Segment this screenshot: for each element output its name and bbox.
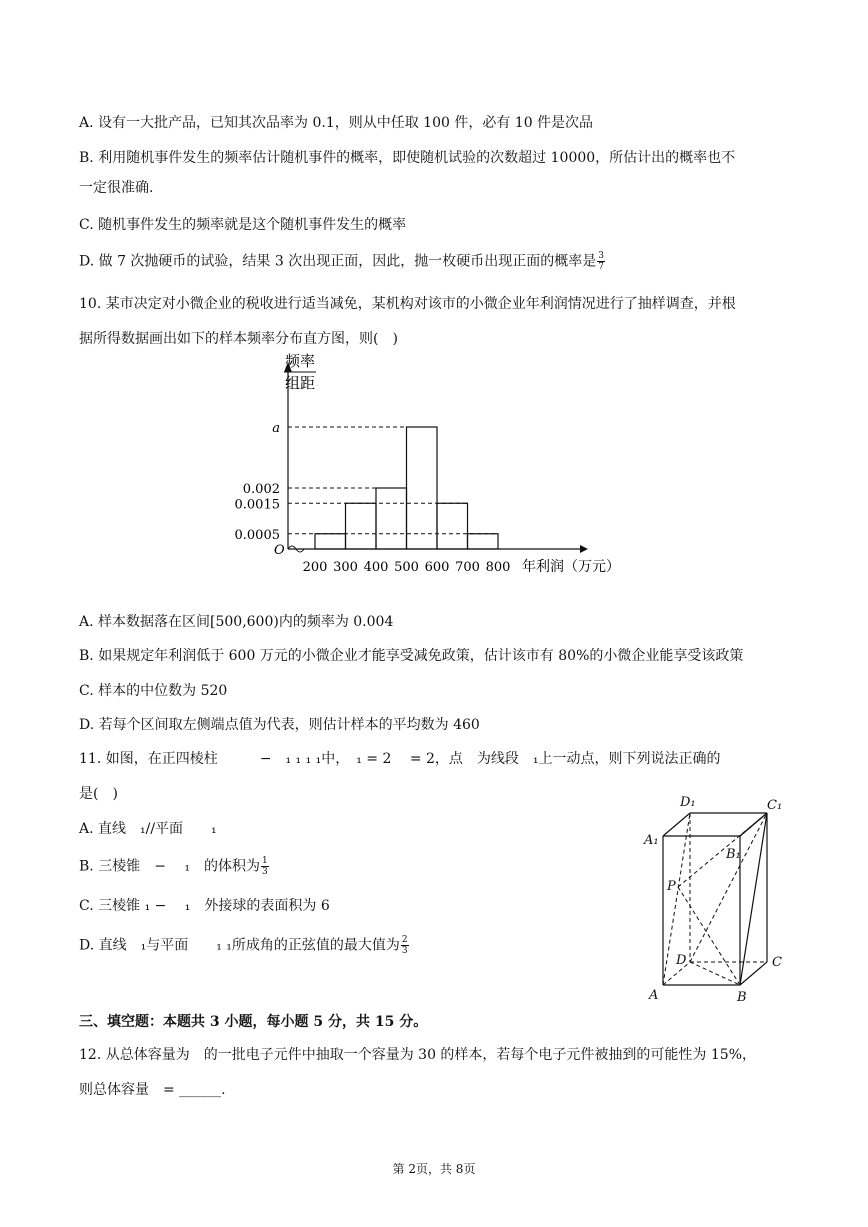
q11-option-b-text: B. 三棱锥 − ₁ 的体积为 <box>79 858 260 875</box>
label-c1: C₁ <box>767 798 783 813</box>
q11-option-b <box>79 856 269 877</box>
q9-option-c: C. 随机事件发生的频率就是这个随机事件发生的概率 <box>79 217 407 233</box>
label-b: B <box>737 990 747 1005</box>
x-tick-label: 800 <box>485 560 511 575</box>
prism-figure <box>640 792 800 1007</box>
q10-option-b: B. 如果规定年利润低于 600 万元的小微企业才能享受减免政策，估计该市有 80%的小微企业能享受该政策 <box>79 648 744 664</box>
histogram-bar <box>315 534 346 549</box>
q11-option-b-fraction: $\frac{1}{3}$ <box>261 856 268 877</box>
histogram-bar <box>346 503 377 549</box>
xlabel: 年利润（万元） <box>522 559 620 575</box>
y-tick-label: 0.002 <box>242 482 280 497</box>
histogram-bar <box>468 534 499 549</box>
origin-label: O <box>274 543 285 558</box>
q9-option-b-line1: B. 利用随机事件发生的频率估计随机事件的概率，即使随机试验的次数超过 10000，所估计出的概率也不 <box>79 150 736 166</box>
x-tick-label: 200 <box>302 560 328 575</box>
label-a1: A₁ <box>644 833 659 848</box>
histogram <box>230 350 650 580</box>
q9-option-a: A. 设有一大批产品，已知其次品率为 0.1，则从中任取 100 件，必有 10 件是次品 <box>79 115 594 131</box>
x-tick-label: 400 <box>363 560 389 575</box>
label-a: A <box>649 988 659 1003</box>
hidden-segment-p-b <box>678 887 740 985</box>
histogram-bar <box>407 427 438 549</box>
q11-option-c: C. 三棱锥 ₁ − ₁ 外接球的表面积为 6 <box>79 898 330 914</box>
edge-b-c <box>740 962 767 985</box>
q12-line2: 则总体容量 = ______. <box>79 1082 226 1098</box>
q10-option-c: C. 样本的中位数为 520 <box>79 683 228 699</box>
q11-option-a: A. 直线 ₁//平面 ₁ <box>79 821 217 837</box>
label-d: D <box>676 953 687 968</box>
ylabel-numerator: 频率 <box>284 352 316 370</box>
q10-option-d: D. 若每个区间取左侧端点值为代表，则估计样本的平均数为 460 <box>79 717 480 733</box>
section-3-heading: 三、填空题：本题共 3 小题，每小题 5 分，共 15 分。 <box>79 1014 428 1030</box>
x-tick-label: 600 <box>424 560 450 575</box>
q9-option-d-fraction: $\frac{3}{7}$ <box>598 251 604 272</box>
segment-b-c1 <box>740 813 767 985</box>
x-tick-label: 700 <box>455 560 480 575</box>
hidden-segment-p-c1 <box>678 813 767 887</box>
q10-stem-line2: 据所得数据画出如下的样本频率分布直方图，则( ) <box>79 331 398 347</box>
q10-option-a: A. 样本数据落在区间[500,600)内的频率为 0.004 <box>79 614 394 630</box>
q11-stem-line1: 11. 如图，在正四棱柱 − ₁ ₁ ₁ ₁中， ₁ = 2 = 2，点 为线段 ₁上一动点，则下列说法正确的 <box>79 751 721 767</box>
q11-option-d <box>79 935 409 956</box>
q9-option-d <box>79 251 605 272</box>
y-tick-label: 0.0015 <box>234 497 280 513</box>
x-tick-label: 300 <box>333 560 358 575</box>
label-d1: D₁ <box>680 795 696 810</box>
histogram-bar <box>376 488 407 549</box>
hidden-segment-d-b <box>690 962 740 985</box>
edge-d1-a1 <box>663 813 690 836</box>
label-c: C <box>772 955 782 970</box>
q11-option-d-fraction: $\frac{2}{3}$ <box>401 935 408 956</box>
q11-stem-line2: 是( ) <box>79 786 118 802</box>
label-p: P <box>667 879 676 894</box>
q10-stem-line1: 10. 某市决定对小微企业的税收进行适当减免，某机构对该市的小微企业年利润情况进行了抽样调查，并根 <box>79 296 736 312</box>
page-footer: 第 2页，共 8页 <box>392 1162 476 1176</box>
x-axis-arrow <box>580 545 588 553</box>
y-tick-label: a <box>272 421 280 436</box>
q9-option-d-text: D. 做 7 次抛硬币的试验，结果 3 次出现正面，因此，抛一枚硬币出现正面的概率是 <box>79 253 597 270</box>
label-b1: B₁ <box>726 847 741 862</box>
q9-option-b-line2: 一定很准确. <box>79 180 154 196</box>
histogram-bar <box>437 503 468 549</box>
ylabel-denominator: 组距 <box>284 374 316 392</box>
q11-option-d-text: D. 直线 ₁与平面 ₁ ₁所成角的正弦值的最大值为 <box>79 937 400 954</box>
q12-line1: 12. 从总体容量为 的一批电子元件中抽取一个容量为 30 的样本，若每个电子元件被抽到的可能性为 15%， <box>79 1047 756 1063</box>
x-tick-label: 500 <box>394 560 419 575</box>
y-tick-label: 0.0005 <box>234 527 280 543</box>
